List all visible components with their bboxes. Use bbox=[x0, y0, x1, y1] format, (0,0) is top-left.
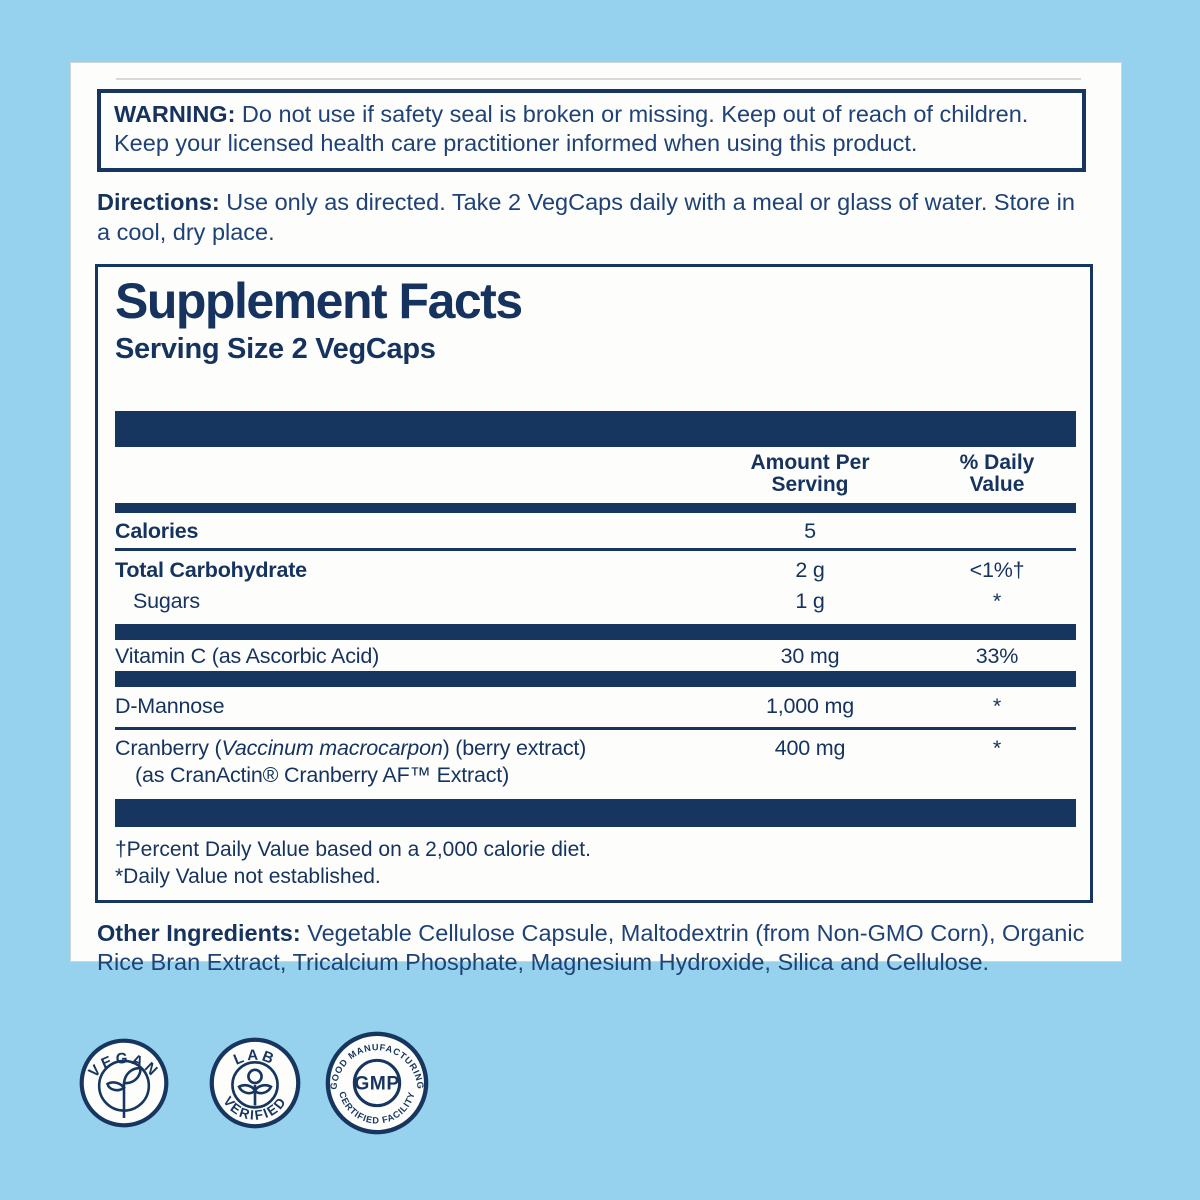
dv-cell: * bbox=[992, 589, 1002, 613]
column-header-amount bbox=[702, 452, 918, 496]
divider-bar bbox=[115, 624, 1076, 640]
dv-cell: * bbox=[992, 736, 1002, 760]
amount-cell: 1 g bbox=[795, 589, 825, 613]
supplement-facts-title: Supplement Facts bbox=[115, 273, 522, 329]
table-row-calories bbox=[115, 513, 1076, 551]
footnote-daily-value: †Percent Daily Value based on a 2,000 calorie diet. bbox=[115, 838, 591, 861]
table-row-sugars bbox=[115, 582, 1076, 624]
gmp-badge-bottom-label: CERTIFIED FACILITY bbox=[337, 1090, 417, 1126]
vegan-badge-label: VEGAN bbox=[85, 1050, 163, 1082]
other-ingredients-text: Vegetable Cellulose Capsule, Maltodextrin (from Non-GMO Corn), Organic Rice Bran Extract, Tricalcium Phosphate, Magnesium Hydroxide, Silica and Cellulose. bbox=[97, 920, 1085, 975]
amount-cell: 1,000 mg bbox=[765, 694, 855, 718]
footnotes bbox=[115, 836, 1076, 890]
table-row-cranberry-subtext: (as CranActin® Cranberry AF™ Extract) bbox=[135, 763, 510, 787]
row-name: Calories bbox=[115, 519, 199, 543]
cranberry-name-suffix: ) (berry extract) bbox=[442, 736, 587, 760]
row-name bbox=[115, 736, 702, 760]
amount-cell: 400 mg bbox=[774, 736, 846, 760]
serving-size: Serving Size 2 VegCaps bbox=[115, 333, 436, 365]
lab-badge-top-label: LAB bbox=[231, 1046, 279, 1069]
amount-cell: 2 g bbox=[795, 558, 825, 582]
vegan-badge bbox=[78, 1037, 170, 1129]
table-row-total-carbohydrate bbox=[115, 551, 1076, 582]
column-header-amount-line1: Amount Per bbox=[750, 451, 870, 474]
lab-badge-bottom-label: VERIFIED bbox=[220, 1093, 290, 1123]
column-header-amount-line2: Serving bbox=[771, 473, 849, 496]
other-ingredients-label: Other Ingredients: bbox=[97, 920, 301, 946]
label-panel bbox=[70, 62, 1122, 975]
dv-cell: <1%† bbox=[969, 558, 1025, 582]
directions bbox=[97, 187, 1091, 247]
divider-bar bbox=[115, 799, 1076, 827]
warning-label: WARNING: bbox=[114, 101, 236, 127]
column-spacer bbox=[115, 452, 702, 496]
cranberry-name-prefix: Cranberry ( bbox=[115, 736, 222, 760]
cranberry-latin-name: Vaccinum macrocarpon bbox=[221, 736, 443, 760]
table-row-d-mannose bbox=[115, 687, 1076, 730]
row-name: D-Mannose bbox=[115, 694, 225, 718]
panel-top-rule bbox=[116, 78, 1081, 80]
gmp-badge bbox=[324, 1030, 430, 1136]
column-header-dv-line1: % Daily bbox=[959, 451, 1035, 474]
column-header-daily-value bbox=[918, 452, 1076, 496]
amount-cell: 5 bbox=[804, 519, 816, 543]
dv-cell: * bbox=[992, 694, 1002, 718]
row-name: Vitamin C (as Ascorbic Acid) bbox=[115, 644, 380, 668]
warning-text: Do not use if safety seal is broken or missing. Keep out of reach of children. Keep your licensed health care practitioner informed when using this product. bbox=[114, 101, 1029, 156]
supplement-facts-box bbox=[95, 264, 1093, 903]
divider-bar bbox=[115, 673, 1076, 687]
directions-label: Directions: bbox=[97, 189, 220, 215]
divider-bar bbox=[115, 503, 1076, 513]
dv-cell: 33% bbox=[975, 644, 1019, 668]
row-name: Total Carbohydrate bbox=[115, 558, 307, 582]
column-header-dv-line2: Value bbox=[969, 473, 1025, 496]
gmp-badge-center-label: GMP bbox=[354, 1073, 400, 1095]
lab-verified-badge bbox=[208, 1036, 302, 1130]
row-name: Sugars bbox=[133, 589, 200, 613]
warning-box bbox=[97, 89, 1086, 172]
gmp-badge-top-label: GOOD MANUFACTURING bbox=[328, 1042, 426, 1091]
footnote-not-established: *Daily Value not established. bbox=[115, 865, 381, 888]
directions-text: Use only as directed. Take 2 VegCaps daily with a meal or glass of water. Store in a cool, dry place. bbox=[97, 189, 1075, 245]
other-ingredients bbox=[97, 919, 1093, 977]
amount-cell: 30 mg bbox=[780, 644, 840, 668]
table-header-bar bbox=[115, 411, 1076, 447]
table-row-cranberry bbox=[115, 730, 1076, 760]
certification-badges bbox=[78, 1030, 430, 1136]
table-row-vitamin-c bbox=[115, 640, 1076, 673]
table-column-headers bbox=[115, 447, 1076, 503]
